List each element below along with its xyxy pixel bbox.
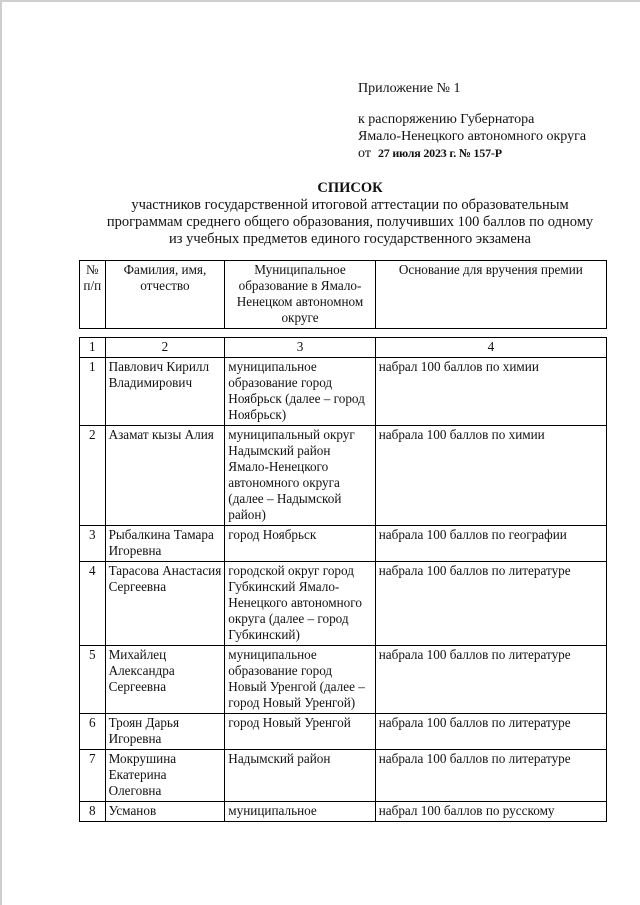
header-number: № п/п (80, 261, 106, 329)
municipality-cell: муниципальное образование город Новый Уренгой (далее – город Новый Уренгой) (225, 646, 375, 714)
participant-name: Павлович Кирилл Владимирович (105, 358, 225, 426)
reason-cell: набрала 100 баллов по литературе (375, 714, 606, 750)
row-number: 7 (80, 750, 106, 802)
column-number: 2 (105, 338, 225, 358)
table-header (79, 260, 607, 329)
spacer (358, 97, 586, 111)
date-stamp: 27 июля 2023 г. № 157-Р (377, 146, 502, 160)
table-row (80, 714, 607, 750)
row-number: 5 (80, 646, 106, 714)
table-row (80, 646, 607, 714)
row-number: 2 (80, 426, 106, 526)
participant-name: Тарасова Анастасия Сергеевна (105, 562, 225, 646)
header-municipality: Муниципальное образование в Ямало-Ненецком автономном округе (225, 261, 375, 329)
appendix-line-1: к распоряжению Губернатора (358, 112, 535, 127)
appendix-block (358, 80, 586, 162)
title-line-3: из учебных предметов единого государственного экзамена (169, 231, 531, 247)
row-number: 4 (80, 562, 106, 646)
page-edge-left (0, 0, 2, 905)
participant-name: Троян Дарья Игоревна (105, 714, 225, 750)
table-row (80, 526, 607, 562)
reason-cell: набрала 100 баллов по литературе (375, 646, 606, 714)
reason-cell: набрал 100 баллов по химии (375, 358, 606, 426)
date-prefix: от (358, 146, 371, 161)
participant-name: Усманов (105, 802, 225, 822)
appendix-date-line (358, 145, 586, 162)
document-title: СПИСОК (317, 180, 383, 196)
appendix-line-2: Ямало-Ненецкого автономного округа (358, 129, 587, 144)
table-row (80, 802, 607, 822)
column-number: 4 (375, 338, 606, 358)
column-number: 1 (80, 338, 106, 358)
row-number: 6 (80, 714, 106, 750)
participant-name: Михайлец Александра Сергеевна (105, 646, 225, 714)
reason-cell: набрала 100 баллов по литературе (375, 750, 606, 802)
row-number: 3 (80, 526, 106, 562)
reason-cell: набрала 100 баллов по химии (375, 426, 606, 526)
reason-cell: набрала 100 баллов по географии (375, 526, 606, 562)
participant-name: Мокрушина Екатерина Олеговна (105, 750, 225, 802)
municipality-cell: муниципальное (225, 802, 375, 822)
reason-cell: набрал 100 баллов по русскому (375, 802, 606, 822)
participant-name: Рыбалкина Тамара Игоревна (105, 526, 225, 562)
reason-cell: набрала 100 баллов по литературе (375, 562, 606, 646)
appendix-number: Приложение № 1 (358, 81, 461, 96)
table-row (80, 358, 607, 426)
column-number-row (80, 338, 607, 358)
title-block (80, 180, 620, 248)
municipality-cell: город Ноябрьск (225, 526, 375, 562)
header-row (80, 261, 607, 329)
municipality-cell: город Новый Уренгой (225, 714, 375, 750)
column-number: 3 (225, 338, 375, 358)
title-line-1: участников государственной итоговой аттестации по образовательным (131, 197, 569, 213)
municipality-cell: муниципальное образование город Ноябрьск (далее – город Ноябрьск) (225, 358, 375, 426)
header-name: Фамилия, имя, отчество (105, 261, 225, 329)
participants-table (79, 337, 607, 822)
participant-name: Азамат кызы Алия (105, 426, 225, 526)
row-number: 1 (80, 358, 106, 426)
table-row (80, 750, 607, 802)
municipality-cell: муниципальный округ Надымский район Ямало-Ненецкого автономного округа (далее – Надымской район) (225, 426, 375, 526)
table-row (80, 426, 607, 526)
table-row (80, 562, 607, 646)
page-edge-top (0, 0, 640, 2)
municipality-cell: городской округ город Губкинский Ямало-Ненецкого автономного округа (далее – город Губкинский) (225, 562, 375, 646)
municipality-cell: Надымский район (225, 750, 375, 802)
row-number: 8 (80, 802, 106, 822)
header-reason: Основание для вручения премии (375, 261, 606, 329)
title-line-2: программам среднего общего образования, получивших 100 баллов по одному (106, 214, 594, 230)
